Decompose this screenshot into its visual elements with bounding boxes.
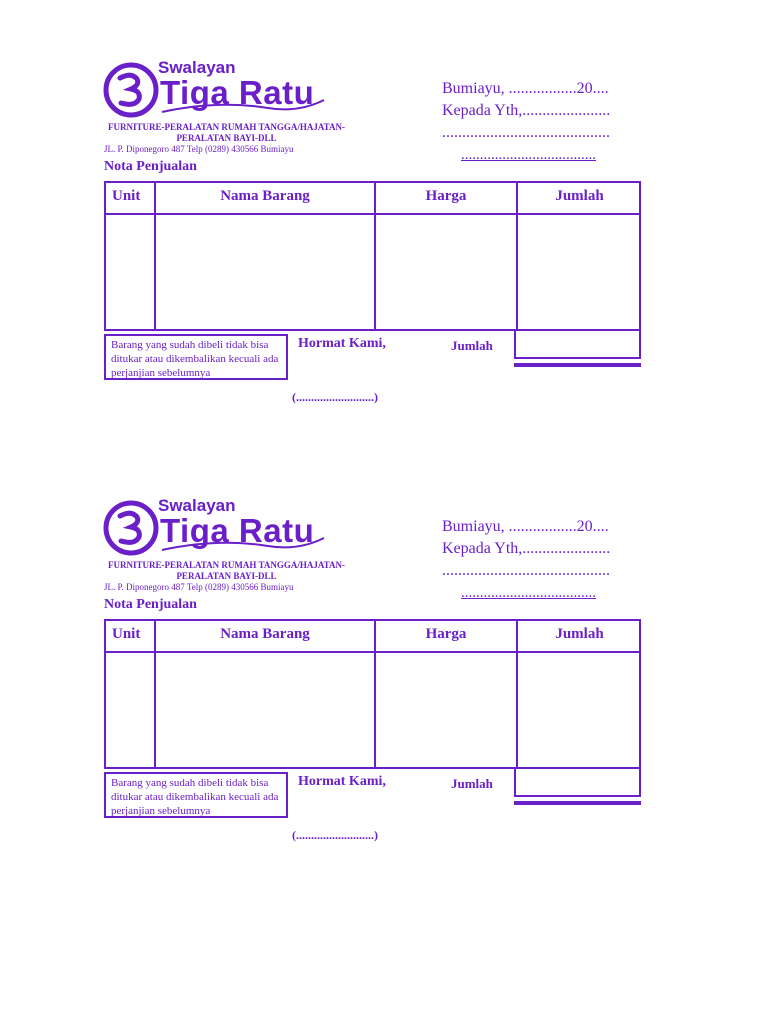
customer-block: [442, 78, 610, 166]
items-table: [104, 619, 641, 769]
brand-small: Swalayan: [158, 58, 236, 77]
total-double-underline: [514, 363, 641, 367]
to-line: Kepada Yth,......................: [442, 540, 611, 557]
closing-text: Hormat Kami,: [298, 336, 386, 351]
tagline: FURNITURE-PERALATAN RUMAH TANGGA/HAJATAN-PERALATAN BAYI-DLL: [108, 122, 345, 143]
address-line-1: ..........................................: [442, 562, 610, 579]
date-line: Bumiayu, .................20....: [442, 518, 609, 535]
items-table: [104, 181, 641, 331]
store-address: JL. P. Diponegoro 487 Telp (0289) 430566 Bumiayu: [104, 582, 294, 592]
closing-text: Hormat Kami,: [298, 774, 386, 789]
doc-title: Nota Penjualan: [104, 159, 197, 174]
column-header-harga: Harga: [425, 188, 467, 204]
column-header-jumlah: Jumlah: [555, 626, 604, 642]
column-header-unit: Unit: [112, 188, 141, 204]
table-header-divider: [106, 651, 639, 653]
return-policy-note: Barang yang sudah dibeli tidak bisa ditukar atau dikembalikan kecuali ada perjanjian sebelumnya: [104, 772, 288, 818]
signature-line: (..........................): [292, 828, 378, 842]
column-header-jumlah: Jumlah: [555, 188, 604, 204]
address-line-2: ....................................: [461, 585, 596, 601]
total-label: Jumlah: [451, 776, 493, 791]
total-box: [514, 331, 641, 359]
receipt-1: [0, 0, 768, 440]
doc-title: Nota Penjualan: [104, 597, 197, 612]
total-label: Jumlah: [451, 338, 493, 353]
total-box: [514, 769, 641, 797]
receipt-2: [0, 438, 768, 878]
address-line-2: ....................................: [461, 147, 596, 163]
signature-line: (..........................): [292, 390, 378, 404]
date-line: Bumiayu, .................20....: [442, 80, 609, 97]
swoosh-icon: [158, 98, 328, 116]
three-logo-icon: [103, 62, 159, 118]
table-header-divider: [106, 213, 639, 215]
total-double-underline: [514, 801, 641, 805]
brand-name: Tiga Ratu: [160, 512, 315, 549]
column-header-nama-barang: Nama Barang: [220, 188, 310, 204]
column-header-nama-barang: Nama Barang: [220, 626, 310, 642]
address-line-1: ..........................................: [442, 124, 610, 141]
brand-small: Swalayan: [158, 496, 236, 515]
column-header-unit: Unit: [112, 626, 141, 642]
swoosh-icon: [158, 536, 328, 554]
to-line: Kepada Yth,......................: [442, 102, 611, 119]
customer-block: [442, 516, 610, 604]
column-header-harga: Harga: [425, 626, 467, 642]
brand-name: Tiga Ratu: [160, 74, 315, 111]
three-logo-icon: [103, 500, 159, 556]
return-policy-note: Barang yang sudah dibeli tidak bisa ditukar atau dikembalikan kecuali ada perjanjian sebelumnya: [104, 334, 288, 380]
tagline: FURNITURE-PERALATAN RUMAH TANGGA/HAJATAN-PERALATAN BAYI-DLL: [108, 560, 345, 581]
store-address: JL. P. Diponegoro 487 Telp (0289) 430566 Bumiayu: [104, 144, 294, 154]
